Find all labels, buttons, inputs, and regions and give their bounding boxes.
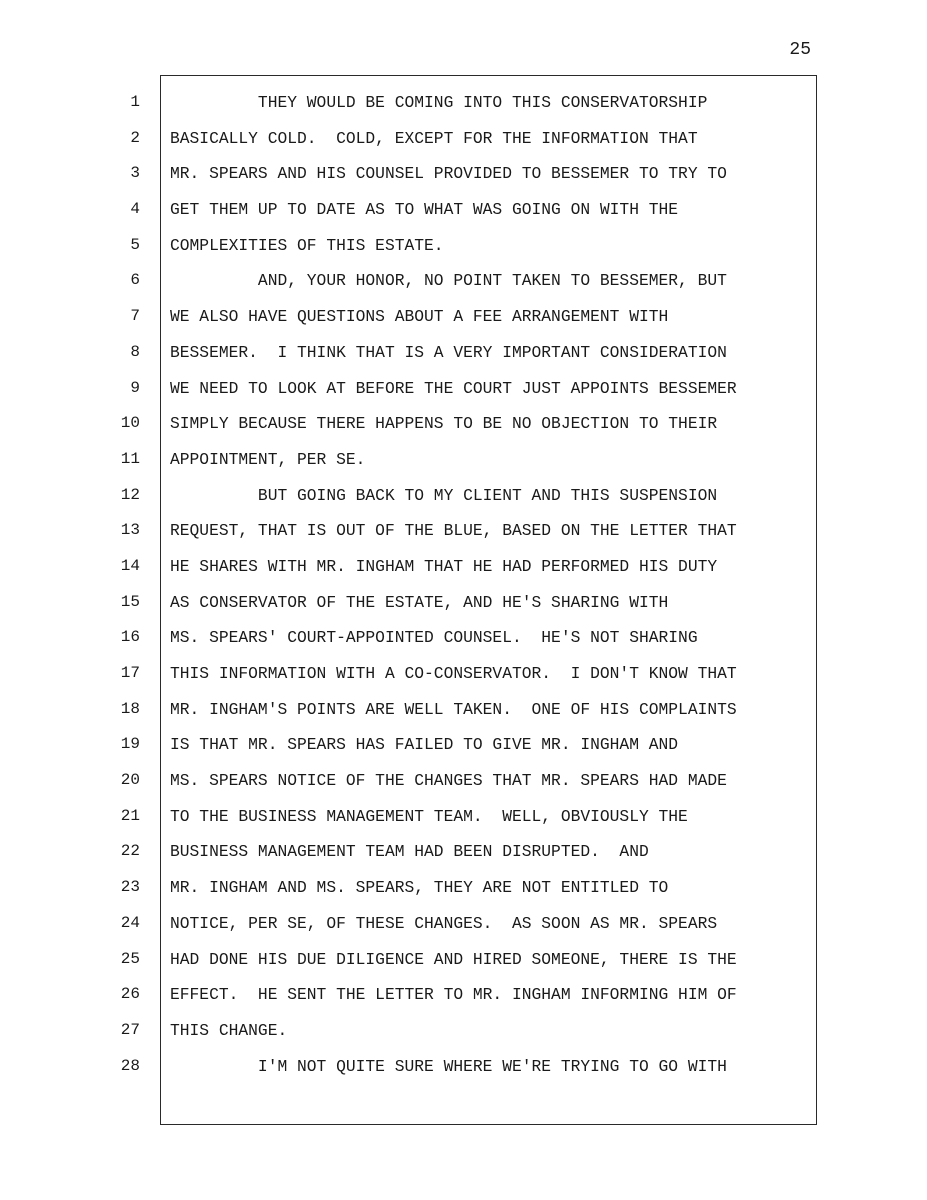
transcript-line: TO THE BUSINESS MANAGEMENT TEAM. WELL, OBVIOUSLY THE: [170, 806, 688, 826]
transcript-line: COMPLEXITIES OF THIS ESTATE.: [170, 235, 444, 255]
line-number-column: [100, 85, 140, 1084]
line-number: 15: [120, 592, 140, 611]
transcript-line: MR. INGHAM'S POINTS ARE WELL TAKEN. ONE OF HIS COMPLAINTS: [170, 699, 737, 719]
transcript-line: I'M NOT QUITE SURE WHERE WE'RE TRYING TO GO WITH: [170, 1056, 727, 1076]
line-number: 5: [130, 235, 140, 254]
transcript-line: HE SHARES WITH MR. INGHAM THAT HE HAD PERFORMED HIS DUTY: [170, 556, 718, 576]
page-number: 25: [789, 40, 811, 60]
transcript-line: HAD DONE HIS DUE DILIGENCE AND HIRED SOMEONE, THERE IS THE: [170, 949, 737, 969]
line-number: 21: [120, 806, 140, 825]
line-number: 22: [120, 842, 140, 861]
line-number: 28: [120, 1056, 140, 1075]
transcript-line: BESSEMER. I THINK THAT IS A VERY IMPORTANT CONSIDERATION: [170, 342, 727, 362]
transcript-line: MR. INGHAM AND MS. SPEARS, THEY ARE NOT ENTITLED TO: [170, 878, 669, 898]
line-number: 12: [120, 485, 140, 504]
line-number: 7: [130, 307, 140, 326]
line-number: 19: [120, 735, 140, 754]
transcript-line: EFFECT. HE SENT THE LETTER TO MR. INGHAM INFORMING HIM OF: [170, 985, 737, 1005]
line-number: 1: [130, 93, 140, 111]
line-number: 20: [120, 771, 140, 790]
line-number: 4: [130, 200, 140, 219]
line-number: 25: [120, 949, 140, 968]
transcript-line: MS. SPEARS NOTICE OF THE CHANGES THAT MR. SPEARS HAD MADE: [170, 771, 727, 791]
line-number: 11: [120, 449, 140, 468]
transcript-line: IS THAT MR. SPEARS HAS FAILED TO GIVE MR. INGHAM AND: [170, 735, 679, 755]
transcript-line: APPOINTMENT, PER SE.: [170, 449, 366, 469]
transcript-line: THIS CHANGE.: [170, 1020, 288, 1040]
transcript-body: [170, 85, 810, 1084]
line-number: 24: [120, 913, 140, 932]
line-number: 8: [130, 342, 140, 361]
line-number: 9: [130, 378, 140, 397]
line-number: 23: [120, 878, 140, 897]
transcript-line: BUT GOING BACK TO MY CLIENT AND THIS SUSPENSION: [170, 485, 718, 505]
line-number: 6: [130, 271, 140, 290]
transcript-line: AS CONSERVATOR OF THE ESTATE, AND HE'S SHARING WITH: [170, 592, 669, 612]
line-number: 16: [120, 628, 140, 647]
transcript-line: AND, YOUR HONOR, NO POINT TAKEN TO BESSEMER, BUT: [170, 271, 727, 291]
line-number: 10: [120, 414, 140, 433]
transcript-line: THEY WOULD BE COMING INTO THIS CONSERVATORSHIP: [170, 93, 708, 112]
transcript-line: MR. SPEARS AND HIS COUNSEL PROVIDED TO BESSEMER TO TRY TO: [170, 164, 727, 184]
transcript-line: MS. SPEARS' COURT-APPOINTED COUNSEL. HE'S NOT SHARING: [170, 628, 698, 648]
transcript-line: SIMPLY BECAUSE THERE HAPPENS TO BE NO OBJECTION TO THEIR: [170, 414, 718, 434]
line-number: 26: [120, 985, 140, 1004]
transcript-line: BASICALLY COLD. COLD, EXCEPT FOR THE INFORMATION THAT: [170, 128, 698, 148]
line-number: 2: [130, 128, 140, 147]
transcript-line: NOTICE, PER SE, OF THESE CHANGES. AS SOON AS MR. SPEARS: [170, 913, 718, 933]
transcript-line: BUSINESS MANAGEMENT TEAM HAD BEEN DISRUPTED. AND: [170, 842, 649, 862]
transcript-line: REQUEST, THAT IS OUT OF THE BLUE, BASED ON THE LETTER THAT: [170, 521, 737, 541]
line-number: 13: [120, 521, 140, 540]
line-number: 27: [120, 1020, 140, 1039]
transcript-line: THIS INFORMATION WITH A CO-CONSERVATOR. I DON'T KNOW THAT: [170, 664, 737, 683]
line-number: 3: [130, 164, 140, 183]
transcript-line: WE NEED TO LOOK AT BEFORE THE COURT JUST APPOINTS BESSEMER: [170, 378, 737, 398]
transcript-line: WE ALSO HAVE QUESTIONS ABOUT A FEE ARRANGEMENT WITH: [170, 307, 669, 327]
line-number: 14: [120, 556, 140, 575]
line-number: 18: [120, 699, 140, 718]
line-number: 17: [120, 664, 140, 682]
transcript-line: GET THEM UP TO DATE AS TO WHAT WAS GOING ON WITH THE: [170, 200, 679, 220]
